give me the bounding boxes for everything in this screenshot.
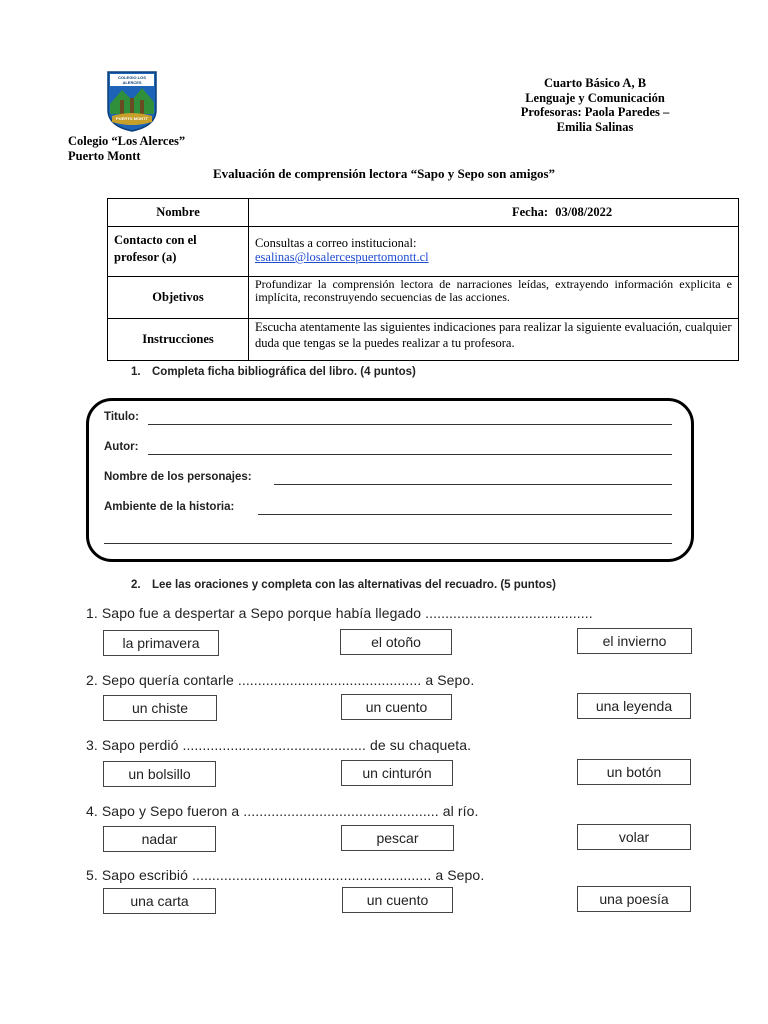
option-1-b[interactable]: el otoño (340, 629, 452, 655)
option-2-c[interactable]: una leyenda (577, 693, 691, 719)
contact-label: Contacto con el profesor (a) (108, 227, 249, 277)
option-3-a[interactable]: un bolsillo (103, 761, 216, 787)
course: Cuarto Básico A, B (543, 76, 647, 90)
option-4-b[interactable]: pescar (341, 825, 454, 851)
option-3-b[interactable]: un cinturón (341, 760, 453, 786)
question2-number: 2. (131, 579, 141, 591)
teachers-line2: Emilia Salinas (556, 119, 634, 134)
school-logo (104, 70, 160, 132)
sentence-2: 2. Sepo quería contarle .............................................. a Sepo. (86, 672, 475, 688)
field-characters-label: Nombre de los personajes: (104, 471, 252, 483)
school-city: Puerto Montt (68, 149, 141, 163)
option-5-b[interactable]: un cuento (342, 887, 453, 913)
question2-text: Lee las oraciones y completa con las alternativas del recuadro. (5 puntos) (152, 579, 556, 591)
field-setting-line[interactable] (258, 514, 672, 515)
instructions-label: Instrucciones (108, 319, 249, 361)
option-2-a[interactable]: un chiste (103, 695, 217, 721)
sentence-3: 3. Sapo perdió .............................................. de su chaqueta. (86, 737, 472, 753)
question1-text: Completa ficha bibliográfica del libro. (4 puntos) (152, 366, 416, 378)
option-1-a[interactable]: la primavera (103, 630, 219, 656)
option-3-c[interactable]: un botón (577, 759, 691, 785)
objectives-label: Objetivos (108, 277, 249, 319)
school-name: Colegio “Los Alerces” (68, 134, 186, 148)
teachers-line1: Profesoras: Paola Paredes – (520, 105, 670, 119)
field-setting-label: Ambiente de la historia: (104, 501, 235, 513)
field-characters-line[interactable] (274, 484, 672, 485)
logo-bottom-text: PUERTO MONTT (116, 116, 148, 121)
sentence-1: 1. Sapo fue a despertar a Sepo porque había llegado .......................................... (86, 605, 593, 621)
date-value: 03/08/2022 (555, 205, 613, 219)
course-header (490, 76, 700, 134)
contact-cell (249, 227, 739, 277)
page-title: Evaluación de comprensión lectora “Sapo y Sepo son amigos” (212, 166, 556, 181)
school-info (68, 134, 185, 164)
name-label: Nombre (108, 199, 249, 227)
sentence-4: 4. Sapo y Sepo fueron a ................................................. al río. (86, 803, 479, 819)
contact-text: Consultas a correo institucional: (255, 236, 417, 250)
objectives-text: Profundizar la comprensión lectora de narraciones leídas, extrayendo información explicita e implícita, reconstruyendo secuencias de las acciones. (249, 277, 739, 319)
contact-email-link[interactable]: esalinas@losalercespuertomontt.cl (255, 250, 429, 264)
instructions-text: Escucha atentamente las siguientes indicaciones para realizar la siguiente evaluación, cualquier duda que tengas se la puedes realizar a tu profesora. (249, 319, 739, 361)
date-label: Fecha: (512, 205, 549, 219)
option-5-a[interactable]: una carta (103, 888, 216, 914)
logo-top-text: COLEGIO LOS ALERCES (118, 75, 146, 85)
question1-number: 1. (131, 366, 141, 378)
option-2-b[interactable]: un cuento (341, 694, 452, 720)
option-5-c[interactable]: una poesía (577, 886, 691, 912)
subject: Lenguaje y Comunicación (525, 90, 665, 105)
field-extra-line[interactable] (104, 543, 672, 544)
field-title-line[interactable] (148, 424, 672, 425)
field-title-label: Titulo: (104, 411, 139, 423)
sentence-5: 5. Sapo escribió ............................................................ a Sepo. (86, 867, 485, 883)
name-field[interactable] (249, 199, 739, 227)
info-table (107, 198, 739, 361)
field-author-line[interactable] (148, 454, 672, 455)
option-4-c[interactable]: volar (577, 824, 691, 850)
option-1-c[interactable]: el invierno (577, 628, 692, 654)
option-4-a[interactable]: nadar (103, 826, 216, 852)
field-author-label: Autor: (104, 441, 139, 453)
